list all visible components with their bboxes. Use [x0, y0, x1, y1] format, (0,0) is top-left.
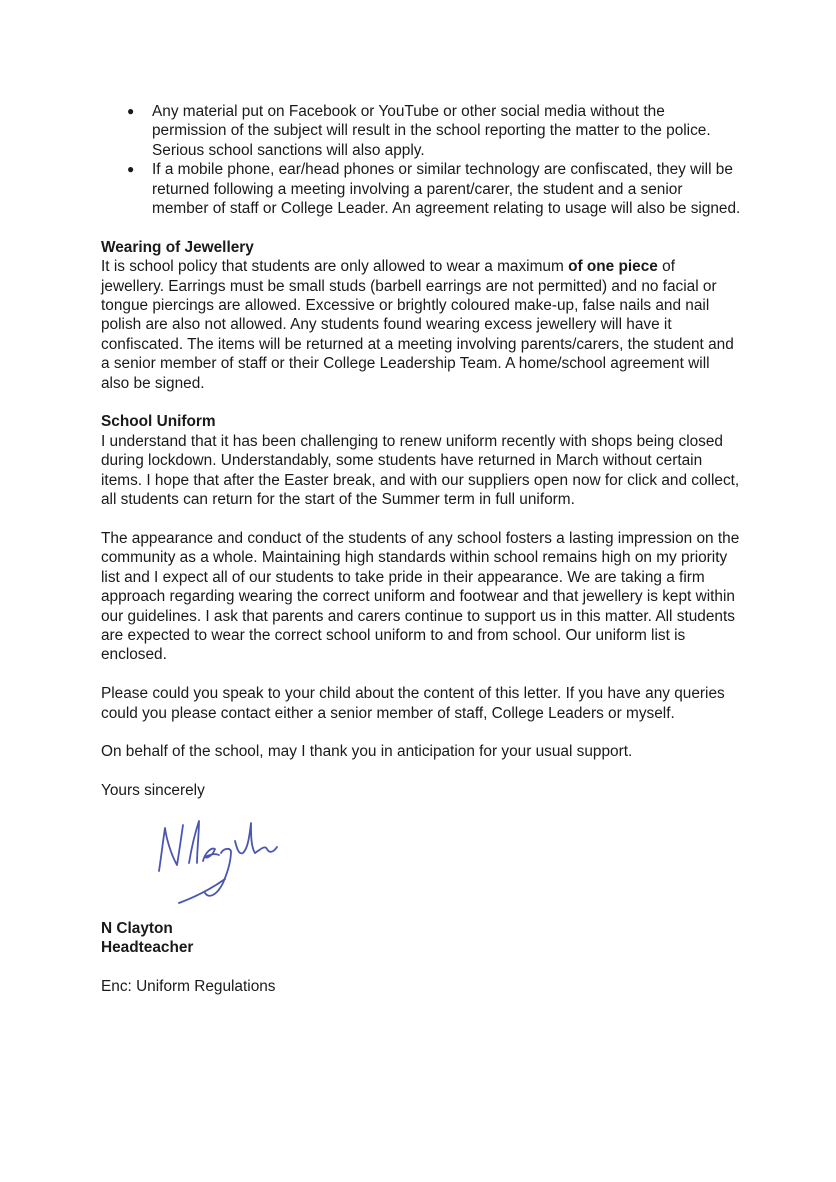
bullet-text: Any material put on Facebook or YouTube or other social media without the permission of the subject will result in the school reporting the matter to the police. Serious school sanctions will also apply.: [152, 103, 711, 159]
jewellery-emphasis: of one piece: [568, 258, 658, 276]
uniform-heading: School Uniform: [101, 413, 216, 431]
jewellery-paragraph: It is school policy that students are only allowed to wear a maximum of one piece of jewellery. Earrings must be small studs (barbell earrings are not permitted) and no facial or tongue piercings are allowed. Excessive or brightly coloured make-up, false nails and nail polish are also not allowed. Any students found wearing excess jewellery will have it confiscated. The items will be returned at a meeting involving parents/carers, the student and a senior member of staff or their College Leadership Team. A home/school agreement will also be signed.: [101, 258, 734, 392]
signatory-name: N Clayton: [101, 919, 173, 937]
bullet-text: If a mobile phone, ear/head phones or similar technology are confiscated, they will be returned following a meeting involving a parent/carer, the student and a senior member of staff or College Leader. An agreement relating to usage will also be signed.: [152, 161, 741, 218]
bullet-item-social-media: [101, 102, 741, 160]
signature-area: [101, 801, 741, 919]
closing-paragraph-1: Please could you speak to your child about the content of this letter. If you have any queries could you please contact either a senior member of staff, College Leaders or myself.: [101, 685, 725, 722]
salutation: Yours sincerely: [101, 782, 205, 800]
closing-paragraph-2: On behalf of the school, may I thank you in anticipation for your usual support.: [101, 743, 633, 761]
handwritten-signature: [151, 803, 351, 913]
policy-bullet-list: [101, 102, 741, 218]
jewellery-heading: Wearing of Jewellery: [101, 238, 254, 256]
enclosure-note: Enc: Uniform Regulations: [101, 977, 276, 995]
bullet-icon: ●: [127, 104, 135, 118]
bullet-item-mobile-phone: [101, 160, 741, 218]
letter-body: [101, 102, 741, 996]
bullet-icon: ●: [127, 162, 135, 177]
signatory-role: Headteacher: [101, 938, 194, 956]
uniform-paragraph-1: I understand that it has been challenging to renew uniform recently with shops being closed during lockdown. Understandably, some students have returned in March without certain items. I hope that after the Easter break, and with our suppliers open now for click and collect, all students can return for the start of the Summer term in full uniform.: [101, 432, 740, 509]
uniform-paragraph-2: The appearance and conduct of the students of any school fosters a lasting impression on the community as a whole. Maintaining high standards within school remains high on my priority list and I expect all of our students to take pride in their appearance. We are taking a firm approach regarding wearing the correct uniform and footwear and that jewellery is kept within our guidelines. I ask that parents and carers continue to support us in this matter. All students are expected to wear the correct school uniform to and from school. Our uniform list is enclosed.: [101, 529, 740, 664]
